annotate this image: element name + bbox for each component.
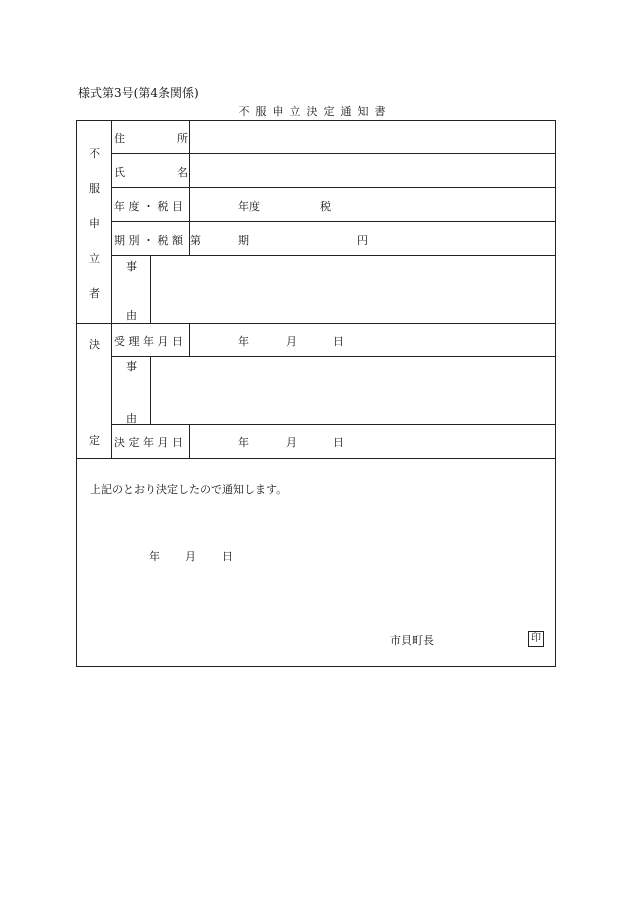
section-label-applicant: 服 bbox=[89, 182, 100, 195]
section-divider bbox=[76, 323, 556, 324]
row-divider bbox=[111, 255, 556, 256]
received-month-unit: 月 bbox=[286, 335, 297, 348]
installment-term-suffix: 期 bbox=[238, 234, 249, 247]
notice-body: 上記のとおり決定したので通知します。 bbox=[90, 483, 288, 496]
name-label: 名 bbox=[177, 166, 188, 179]
decision-month-unit: 月 bbox=[286, 436, 297, 449]
section-label-applicant: 者 bbox=[89, 287, 100, 300]
installment-label: 期 別 ・ 税 額 bbox=[114, 234, 183, 247]
reason-label: 事 bbox=[126, 260, 137, 273]
tax-item-label: 年 度 ・ 税 目 bbox=[114, 200, 183, 213]
notice-day-unit: 日 bbox=[222, 550, 233, 563]
column-divider bbox=[150, 356, 151, 424]
received-year-unit: 年 bbox=[238, 335, 249, 348]
section-divider bbox=[76, 458, 556, 459]
name-label: 氏 bbox=[114, 166, 125, 179]
row-divider bbox=[111, 153, 556, 154]
form-number: 様式第3号(第4条関係) bbox=[78, 86, 199, 100]
signer-title: 市貝町長 bbox=[390, 634, 434, 647]
notice-month-unit: 月 bbox=[185, 550, 196, 563]
section-label-applicant: 立 bbox=[89, 252, 100, 265]
received-date-label: 受 理 年 月 日 bbox=[114, 335, 183, 348]
decision-reason-label: 由 bbox=[126, 412, 137, 425]
tax-type-unit: 税 bbox=[320, 200, 331, 213]
decision-year-unit: 年 bbox=[238, 436, 249, 449]
tax-year-unit: 年度 bbox=[238, 200, 260, 213]
row-divider bbox=[111, 356, 556, 357]
decision-date-label: 決 定 年 月 日 bbox=[114, 436, 183, 449]
installment-term-prefix: 第 bbox=[190, 234, 201, 247]
decision-day-unit: 日 bbox=[333, 436, 344, 449]
column-divider bbox=[150, 255, 151, 323]
notice-year-unit: 年 bbox=[149, 550, 160, 563]
section-label-decision: 定 bbox=[89, 434, 100, 447]
section-label-applicant: 不 bbox=[89, 147, 100, 160]
column-divider bbox=[111, 120, 112, 458]
column-divider bbox=[189, 424, 190, 458]
row-divider bbox=[111, 424, 556, 425]
seal-mark: 印 bbox=[528, 631, 544, 647]
document-title: 不服申立決定通知書 bbox=[238, 105, 392, 118]
decision-reason-label: 事 bbox=[126, 360, 137, 373]
tax-amount-unit: 円 bbox=[357, 234, 368, 247]
row-divider bbox=[111, 221, 556, 222]
received-day-unit: 日 bbox=[333, 335, 344, 348]
section-label-applicant: 申 bbox=[89, 217, 100, 230]
column-divider bbox=[189, 323, 190, 356]
reason-label: 由 bbox=[126, 309, 137, 322]
row-divider bbox=[111, 187, 556, 188]
address-label: 所 bbox=[177, 132, 188, 145]
section-label-decision: 決 bbox=[89, 338, 100, 351]
address-label: 住 bbox=[114, 132, 125, 145]
